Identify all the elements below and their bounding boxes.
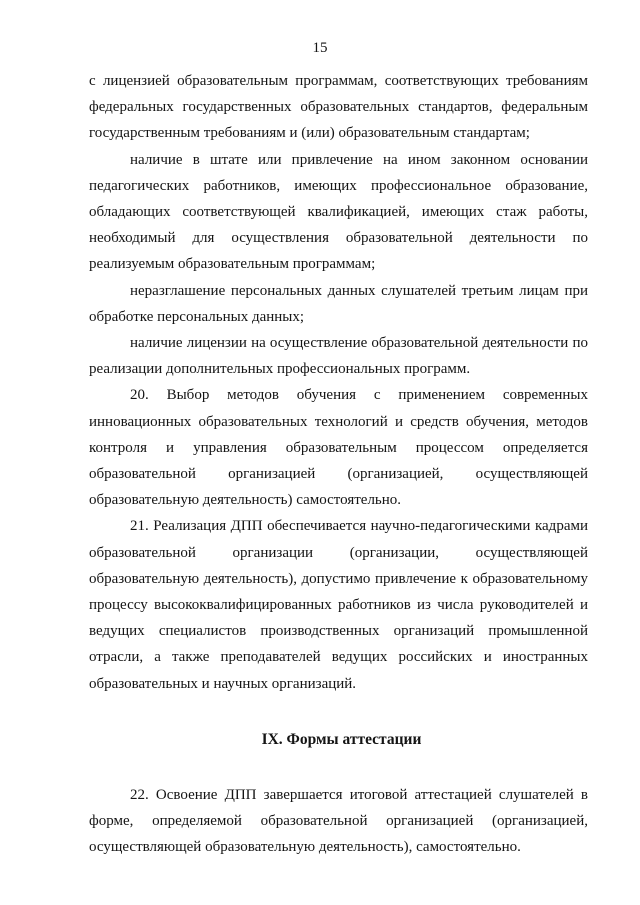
paragraph-staff-requirement: наличие в штате или привлечение на ином законном основании педагогических работников, имеющих профессиональное образование, обладающих соответствующей квалификацией, имеющих стаж работы, необходимый для осуществления образовательной деятельности по реализуемым образовательным программам; [89, 151, 588, 273]
paragraph-personal-data: неразглашение персональных данных слушателей третьим лицам при обработке персональных данных; [89, 282, 588, 325]
paragraph-license-presence: наличие лицензии на осуществление образовательной деятельности по реализации дополнительных профессиональных программ. [89, 335, 588, 378]
page-number: 15 [312, 40, 328, 56]
document-body [89, 68, 588, 860]
paragraph-license-continuation: с лицензией образовательным программам, соответствующих требованиям федеральных государственных образовательных стандартов, федеральным государственным требованиям и (или) образовательным стандартам; [89, 73, 588, 142]
paragraph-item-22: 22. Освоение ДПП завершается итоговой аттестацией слушателей в форме, определяемой образовательной организацией (организацией, осуществляющей образовательную деятельность), самостоятельно. [89, 786, 588, 856]
paragraph-item-20: 20. Выбор методов обучения с применением современных инновационных образовательных технологий и средств обучения, методов контроля и управления образовательным процессом определяется образовательной организацией (организацией, осуществляющей образовательную деятельность) самостоятельно. [89, 387, 588, 509]
section-heading: IX. Формы аттестации [261, 730, 422, 748]
paragraph-item-21: 21. Реализация ДПП обеспечивается научно-педагогическими кадрами образовательной организации (организации, осуществляющей образовательную деятельность), допустимо привлечение к образовательному процессу высококвалифицированных работников из числа руководителей и ведущих специалистов производственных организаций промышленной отрасли, а также преподавателей ведущих российских и иностранных образовательных и научных организаций. [89, 518, 588, 692]
